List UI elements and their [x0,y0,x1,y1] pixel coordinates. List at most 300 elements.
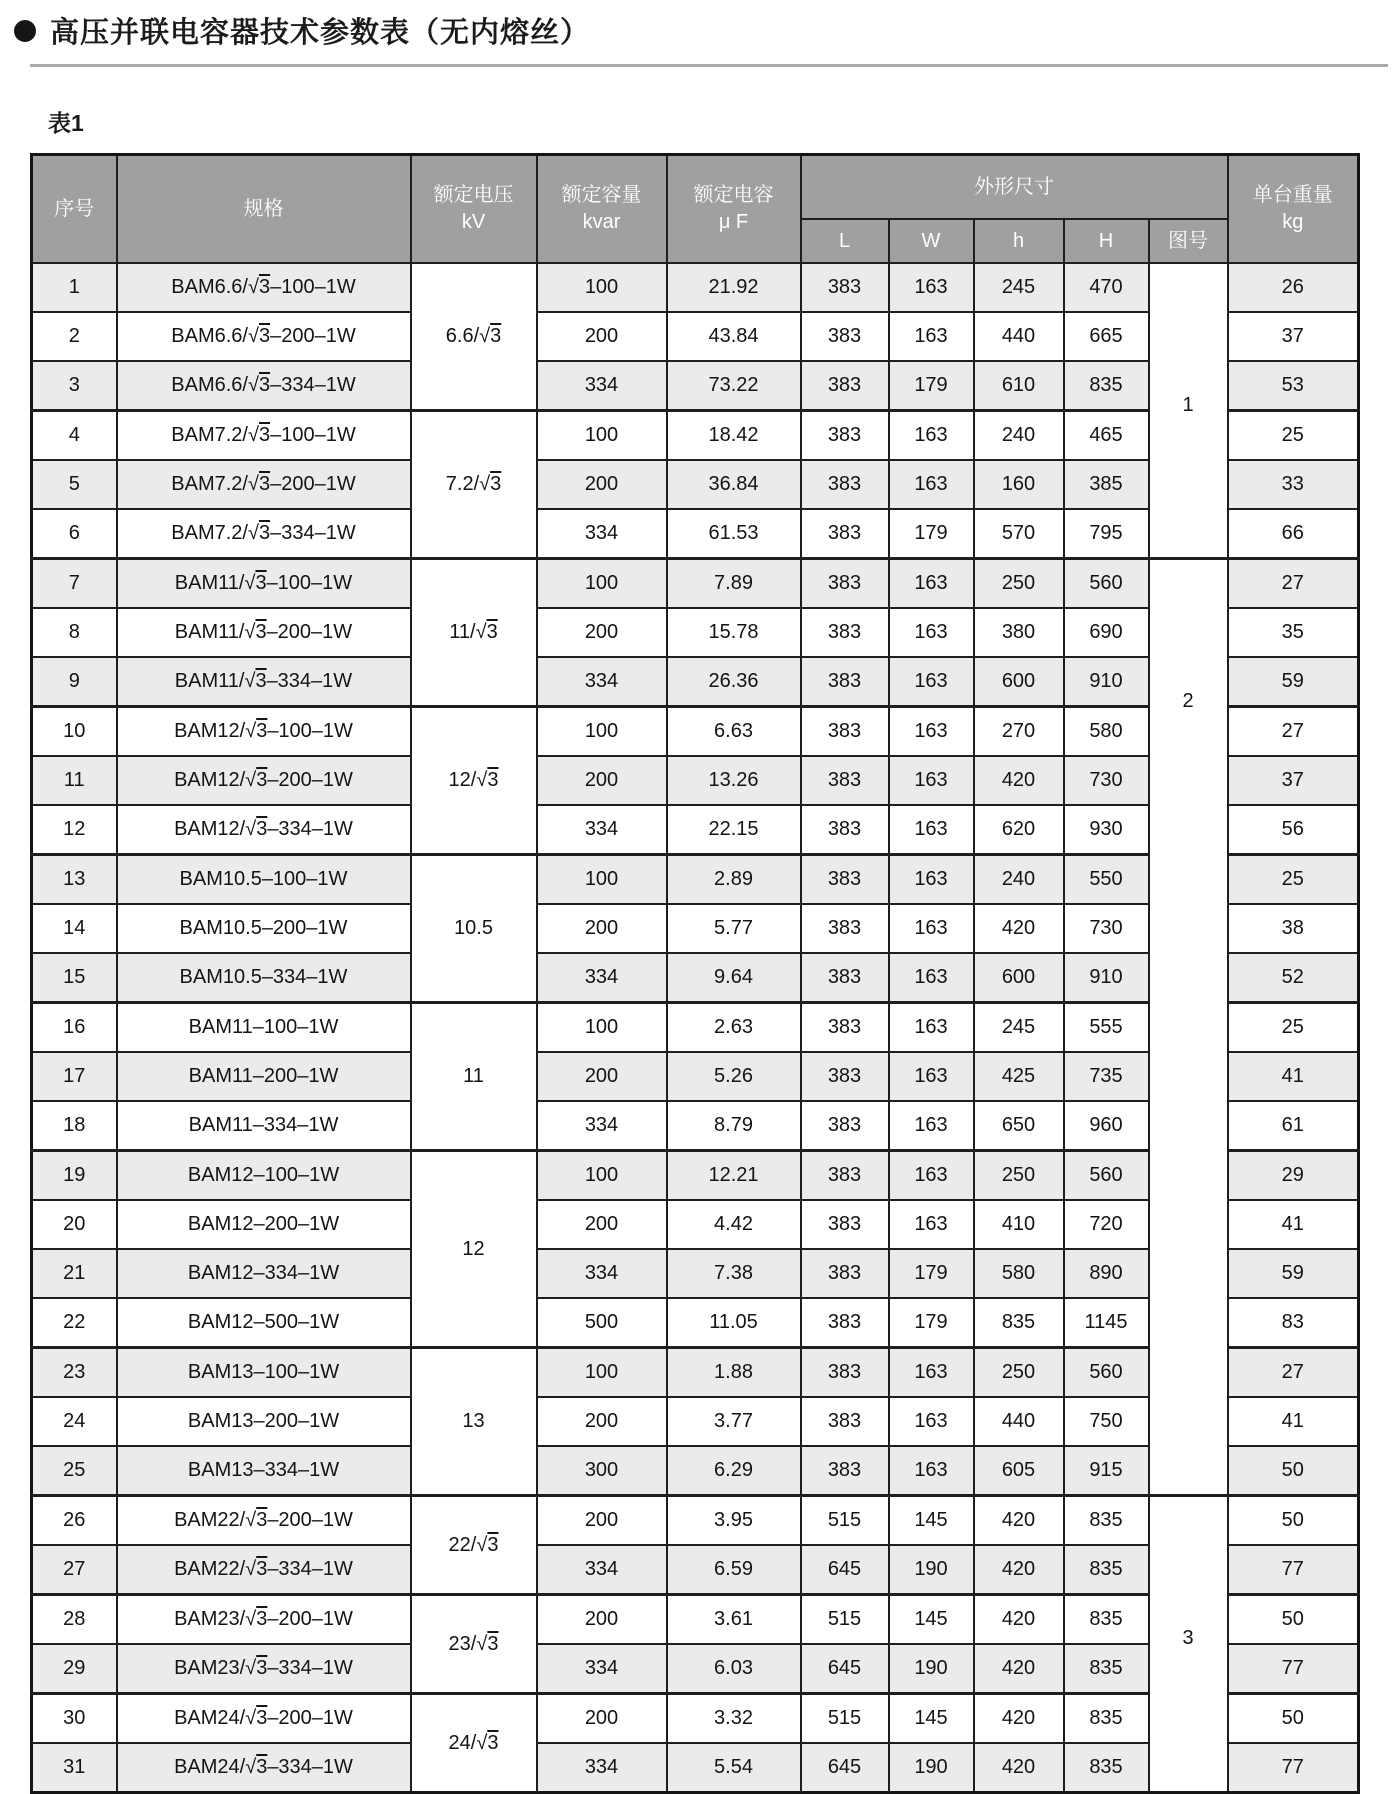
weight-cell: 25 [1228,1003,1359,1053]
dim-h-cell: 160 [974,460,1064,509]
table-row [32,263,1359,312]
capacity-cell: 100 [537,263,667,312]
capacity-cell: 334 [537,953,667,1003]
dim-l-cell: 383 [801,509,889,559]
figure-cell [1149,1496,1228,1793]
capacitance-cell: 36.84 [667,460,801,509]
spec-cell: BAM12/√3–200–1W [117,756,411,805]
capacitance-cell: 18.42 [667,411,801,461]
dim-l-cell: 383 [801,263,889,312]
dim-hh-cell: 470 [1064,263,1149,312]
spec-cell: BAM6.6/√3–200–1W [117,312,411,361]
spec-cell: BAM6.6/√3–100–1W [117,263,411,312]
voltage-cell: 13 [411,1348,537,1496]
dim-w-cell: 163 [889,1446,974,1496]
spec-cell: BAM10.5–334–1W [117,953,411,1003]
capacitance-cell: 6.03 [667,1644,801,1694]
weight-cell: 50 [1228,1595,1359,1645]
capacitance-cell: 5.54 [667,1743,801,1793]
col-header-figure: 图号 [1149,219,1228,263]
dim-h-cell: 250 [974,559,1064,609]
dim-h-cell: 420 [974,756,1064,805]
serial-cell: 17 [32,1052,117,1101]
capacity-cell: 200 [537,1200,667,1249]
capacitance-cell: 3.61 [667,1595,801,1645]
capacitance-cell: 15.78 [667,608,801,657]
dim-hh-cell: 560 [1064,1348,1149,1398]
dim-l-cell: 383 [801,756,889,805]
dim-l-cell: 383 [801,312,889,361]
capacity-cell: 300 [537,1446,667,1496]
dim-hh-cell: 930 [1064,805,1149,855]
capacity-cell: 334 [537,1101,667,1151]
spec-cell: BAM24/√3–200–1W [117,1694,411,1744]
weight-cell: 52 [1228,953,1359,1003]
dim-h-cell: 420 [974,1595,1064,1645]
serial-cell: 25 [32,1446,117,1496]
dim-w-cell: 163 [889,953,974,1003]
dim-hh-cell: 730 [1064,756,1149,805]
page-title: 高压并联电容器技术参数表（无内熔丝） [50,17,591,49]
dim-w-cell: 163 [889,657,974,707]
serial-cell: 22 [32,1298,117,1348]
capacitance-cell: 9.64 [667,953,801,1003]
dim-l-cell: 383 [801,657,889,707]
dim-l-cell: 383 [801,1003,889,1053]
dim-hh-cell: 835 [1064,1545,1149,1595]
title-bullet-icon [14,20,36,42]
col-header-dim-l: L [801,219,889,263]
dim-h-cell: 835 [974,1298,1064,1348]
dim-l-cell: 383 [801,805,889,855]
dim-l-cell: 383 [801,904,889,953]
spec-cell: BAM11/√3–100–1W [117,559,411,609]
serial-cell: 3 [32,361,117,411]
capacity-cell: 200 [537,1595,667,1645]
dim-hh-cell: 665 [1064,312,1149,361]
weight-cell: 27 [1228,707,1359,757]
dim-l-cell: 515 [801,1694,889,1744]
capacitance-cell: 12.21 [667,1151,801,1201]
dim-w-cell: 163 [889,1151,974,1201]
dim-h-cell: 420 [974,1496,1064,1546]
dim-hh-cell: 915 [1064,1446,1149,1496]
serial-cell: 7 [32,559,117,609]
capacity-cell: 200 [537,608,667,657]
figure-label: 3 [1182,1626,1194,1649]
dim-l-cell: 383 [801,411,889,461]
weight-cell: 41 [1228,1200,1359,1249]
dim-l-cell: 383 [801,1101,889,1151]
weight-cell: 38 [1228,904,1359,953]
spec-cell: BAM24/√3–334–1W [117,1743,411,1793]
spec-table-body [32,263,1359,1793]
serial-cell: 19 [32,1151,117,1201]
weight-cell: 27 [1228,559,1359,609]
dim-w-cell: 163 [889,1052,974,1101]
dim-h-cell: 380 [974,608,1064,657]
weight-cell: 50 [1228,1694,1359,1744]
capacitance-cell: 13.26 [667,756,801,805]
serial-cell: 4 [32,411,117,461]
dim-hh-cell: 735 [1064,1052,1149,1101]
dim-h-cell: 250 [974,1151,1064,1201]
voltage-cell: 12 [411,1151,537,1348]
capacity-cell: 200 [537,904,667,953]
capacity-cell: 334 [537,1644,667,1694]
dim-w-cell: 163 [889,1003,974,1053]
voltage-cell: 6.6/√3 [411,263,537,411]
serial-cell: 11 [32,756,117,805]
col-header-weight-label: 单台重量 [1252,184,1333,206]
serial-cell: 6 [32,509,117,559]
dim-h-cell: 240 [974,855,1064,905]
dim-h-cell: 425 [974,1052,1064,1101]
capacity-cell: 100 [537,559,667,609]
serial-cell: 21 [32,1249,117,1298]
dim-w-cell: 179 [889,509,974,559]
serial-cell: 23 [32,1348,117,1398]
spec-cell: BAM7.2/√3–100–1W [117,411,411,461]
dim-hh-cell: 795 [1064,509,1149,559]
dim-hh-cell: 960 [1064,1101,1149,1151]
capacity-cell: 100 [537,411,667,461]
dim-h-cell: 410 [974,1200,1064,1249]
title-divider [30,64,1388,67]
dim-h-cell: 245 [974,263,1064,312]
dim-hh-cell: 1145 [1064,1298,1149,1348]
serial-cell: 9 [32,657,117,707]
capacity-cell: 200 [537,1694,667,1744]
dim-h-cell: 580 [974,1249,1064,1298]
capacity-cell: 200 [537,1052,667,1101]
figure-cell [1149,559,1228,1496]
capacitance-cell: 3.77 [667,1397,801,1446]
spec-cell: BAM7.2/√3–200–1W [117,460,411,509]
dim-w-cell: 145 [889,1496,974,1546]
dim-hh-cell: 835 [1064,1743,1149,1793]
capacitance-cell: 43.84 [667,312,801,361]
serial-cell: 2 [32,312,117,361]
figure-label: 2 [1182,689,1194,712]
dim-hh-cell: 835 [1064,1496,1149,1546]
capacity-cell: 200 [537,756,667,805]
capacity-cell: 200 [537,1397,667,1446]
dim-hh-cell: 910 [1064,657,1149,707]
weight-cell: 41 [1228,1052,1359,1101]
voltage-cell: 11 [411,1003,537,1151]
dim-hh-cell: 720 [1064,1200,1149,1249]
dim-w-cell: 179 [889,1249,974,1298]
dim-h-cell: 440 [974,1397,1064,1446]
weight-cell: 35 [1228,608,1359,657]
dim-h-cell: 440 [974,312,1064,361]
col-header-capacitance [667,155,801,264]
dim-l-cell: 383 [801,608,889,657]
capacitance-cell: 5.26 [667,1052,801,1101]
col-header-dimensions-label: 外形尺寸 [974,175,1055,198]
serial-cell: 31 [32,1743,117,1793]
dim-hh-cell: 835 [1064,361,1149,411]
dim-w-cell: 163 [889,608,974,657]
col-header-dim-h: h [974,219,1064,263]
dim-hh-cell: 550 [1064,855,1149,905]
capacity-cell: 334 [537,657,667,707]
voltage-cell: 11/√3 [411,559,537,707]
spec-cell: BAM13–100–1W [117,1348,411,1398]
dim-l-cell: 383 [801,1446,889,1496]
spec-cell: BAM12–200–1W [117,1200,411,1249]
capacitance-cell: 7.38 [667,1249,801,1298]
dim-h-cell: 570 [974,509,1064,559]
col-header-dim-w: W [889,219,974,263]
dim-l-cell: 645 [801,1644,889,1694]
serial-cell: 24 [32,1397,117,1446]
spec-cell: BAM13–200–1W [117,1397,411,1446]
dim-w-cell: 179 [889,1298,974,1348]
dim-h-cell: 420 [974,1743,1064,1793]
weight-cell: 59 [1228,657,1359,707]
weight-cell: 25 [1228,855,1359,905]
serial-cell: 20 [32,1200,117,1249]
dim-w-cell: 163 [889,1200,974,1249]
serial-cell: 18 [32,1101,117,1151]
dim-h-cell: 600 [974,953,1064,1003]
table-label: 表1 [48,110,84,136]
dim-h-cell: 420 [974,1644,1064,1694]
weight-cell: 77 [1228,1743,1359,1793]
col-header-voltage [411,155,537,264]
dim-l-cell: 383 [801,361,889,411]
serial-cell: 15 [32,953,117,1003]
capacity-cell: 100 [537,855,667,905]
weight-cell: 50 [1228,1496,1359,1546]
serial-cell: 8 [32,608,117,657]
dim-hh-cell: 385 [1064,460,1149,509]
capacitance-cell: 2.63 [667,1003,801,1053]
weight-cell: 53 [1228,361,1359,411]
dim-hh-cell: 835 [1064,1595,1149,1645]
capacitance-cell: 2.89 [667,855,801,905]
col-header-voltage-label: 额定电压 [433,184,514,206]
dim-hh-cell: 555 [1064,1003,1149,1053]
dim-l-cell: 383 [801,1298,889,1348]
capacity-cell: 334 [537,1545,667,1595]
table-row [32,1496,1359,1546]
weight-cell: 66 [1228,509,1359,559]
dim-h-cell: 420 [974,1545,1064,1595]
dim-hh-cell: 835 [1064,1694,1149,1744]
capacitance-cell: 1.88 [667,1348,801,1398]
spec-cell: BAM11/√3–334–1W [117,657,411,707]
col-header-dim-hh: H [1064,219,1149,263]
col-header-voltage-unit: kV [461,211,486,233]
weight-cell: 37 [1228,312,1359,361]
dim-l-cell: 383 [801,559,889,609]
col-header-capacity-label: 额定容量 [561,184,642,206]
dim-w-cell: 163 [889,855,974,905]
dim-w-cell: 163 [889,756,974,805]
spec-cell: BAM12–334–1W [117,1249,411,1298]
capacity-cell: 100 [537,1003,667,1053]
serial-cell: 10 [32,707,117,757]
dim-h-cell: 250 [974,1348,1064,1398]
capacity-cell: 200 [537,460,667,509]
dim-h-cell: 620 [974,805,1064,855]
col-header-spec-label: 规格 [243,197,284,220]
spec-cell: BAM11–100–1W [117,1003,411,1053]
dim-l-cell: 383 [801,707,889,757]
dim-h-cell: 240 [974,411,1064,461]
col-header-weight-unit: kg [1282,211,1304,233]
dim-l-cell: 383 [801,1397,889,1446]
dim-hh-cell: 465 [1064,411,1149,461]
dim-l-cell: 383 [801,1200,889,1249]
voltage-cell: 23/√3 [411,1595,537,1694]
capacity-cell: 334 [537,805,667,855]
weight-cell: 56 [1228,805,1359,855]
capacitance-cell: 21.92 [667,263,801,312]
serial-cell: 13 [32,855,117,905]
dim-l-cell: 383 [801,460,889,509]
dim-hh-cell: 560 [1064,1151,1149,1201]
capacity-cell: 100 [537,1348,667,1398]
col-header-capacity [537,155,667,264]
voltage-cell: 10.5 [411,855,537,1003]
dim-h-cell: 270 [974,707,1064,757]
capacity-cell: 500 [537,1298,667,1348]
dim-w-cell: 163 [889,460,974,509]
weight-cell: 33 [1228,460,1359,509]
dim-h-cell: 420 [974,1694,1064,1744]
dim-w-cell: 190 [889,1545,974,1595]
spec-cell: BAM23/√3–334–1W [117,1644,411,1694]
col-header-serial [32,155,117,264]
spec-cell: BAM10.5–200–1W [117,904,411,953]
capacity-cell: 334 [537,1743,667,1793]
dim-w-cell: 145 [889,1694,974,1744]
capacitance-cell: 61.53 [667,509,801,559]
dim-w-cell: 163 [889,411,974,461]
serial-cell: 26 [32,1496,117,1546]
dim-hh-cell: 750 [1064,1397,1149,1446]
weight-cell: 25 [1228,411,1359,461]
dim-h-cell: 245 [974,1003,1064,1053]
dim-hh-cell: 890 [1064,1249,1149,1298]
spec-cell: BAM13–334–1W [117,1446,411,1496]
dim-h-cell: 610 [974,361,1064,411]
weight-cell: 50 [1228,1446,1359,1496]
serial-cell: 5 [32,460,117,509]
dim-w-cell: 163 [889,263,974,312]
voltage-cell: 24/√3 [411,1694,537,1793]
spec-cell: BAM11–334–1W [117,1101,411,1151]
dim-l-cell: 383 [801,1348,889,1398]
capacitance-cell: 6.29 [667,1446,801,1496]
dim-w-cell: 163 [889,1397,974,1446]
capacitance-cell: 5.77 [667,904,801,953]
capacity-cell: 334 [537,361,667,411]
dim-w-cell: 163 [889,707,974,757]
weight-cell: 59 [1228,1249,1359,1298]
capacitance-cell: 7.89 [667,559,801,609]
page-header [0,0,1396,51]
capacitance-cell: 26.36 [667,657,801,707]
dim-hh-cell: 690 [1064,608,1149,657]
capacity-cell: 334 [537,509,667,559]
dim-l-cell: 383 [801,953,889,1003]
dim-h-cell: 605 [974,1446,1064,1496]
dim-w-cell: 163 [889,559,974,609]
weight-cell: 83 [1228,1298,1359,1348]
weight-cell: 26 [1228,263,1359,312]
dim-hh-cell: 835 [1064,1644,1149,1694]
spec-table [30,153,1360,1794]
dim-w-cell: 163 [889,312,974,361]
dim-w-cell: 163 [889,805,974,855]
weight-cell: 41 [1228,1397,1359,1446]
dim-l-cell: 645 [801,1545,889,1595]
spec-cell: BAM10.5–100–1W [117,855,411,905]
dim-l-cell: 383 [801,1249,889,1298]
capacity-cell: 200 [537,312,667,361]
weight-cell: 77 [1228,1644,1359,1694]
capacitance-cell: 22.15 [667,805,801,855]
dim-w-cell: 179 [889,361,974,411]
dim-hh-cell: 730 [1064,904,1149,953]
serial-cell: 30 [32,1694,117,1744]
weight-cell: 27 [1228,1348,1359,1398]
figure-label: 1 [1182,393,1194,416]
capacitance-cell: 8.79 [667,1101,801,1151]
spec-cell: BAM22/√3–200–1W [117,1496,411,1546]
spec-cell: BAM11–200–1W [117,1052,411,1101]
dim-h-cell: 600 [974,657,1064,707]
col-header-serial-label: 序号 [54,197,95,220]
spec-cell: BAM22/√3–334–1W [117,1545,411,1595]
capacity-cell: 100 [537,707,667,757]
capacity-cell: 100 [537,1151,667,1201]
serial-cell: 27 [32,1545,117,1595]
col-header-capacitance-unit: μ F [718,211,749,233]
table-row [32,559,1359,609]
spec-cell: BAM12/√3–100–1W [117,707,411,757]
capacitance-cell: 73.22 [667,361,801,411]
dim-l-cell: 515 [801,1496,889,1546]
dim-w-cell: 163 [889,904,974,953]
dim-w-cell: 163 [889,1101,974,1151]
dim-w-cell: 163 [889,1348,974,1398]
col-header-dimensions [801,155,1228,220]
dim-l-cell: 383 [801,855,889,905]
dim-l-cell: 645 [801,1743,889,1793]
weight-cell: 29 [1228,1151,1359,1201]
dim-hh-cell: 580 [1064,707,1149,757]
spec-cell: BAM23/√3–200–1W [117,1595,411,1645]
dim-hh-cell: 910 [1064,953,1149,1003]
dim-w-cell: 145 [889,1595,974,1645]
serial-cell: 28 [32,1595,117,1645]
serial-cell: 29 [32,1644,117,1694]
weight-cell: 37 [1228,756,1359,805]
voltage-cell: 22/√3 [411,1496,537,1595]
col-header-weight [1228,155,1359,264]
capacitance-cell: 6.59 [667,1545,801,1595]
dim-h-cell: 420 [974,904,1064,953]
dim-w-cell: 190 [889,1644,974,1694]
spec-cell: BAM12–500–1W [117,1298,411,1348]
serial-cell: 14 [32,904,117,953]
